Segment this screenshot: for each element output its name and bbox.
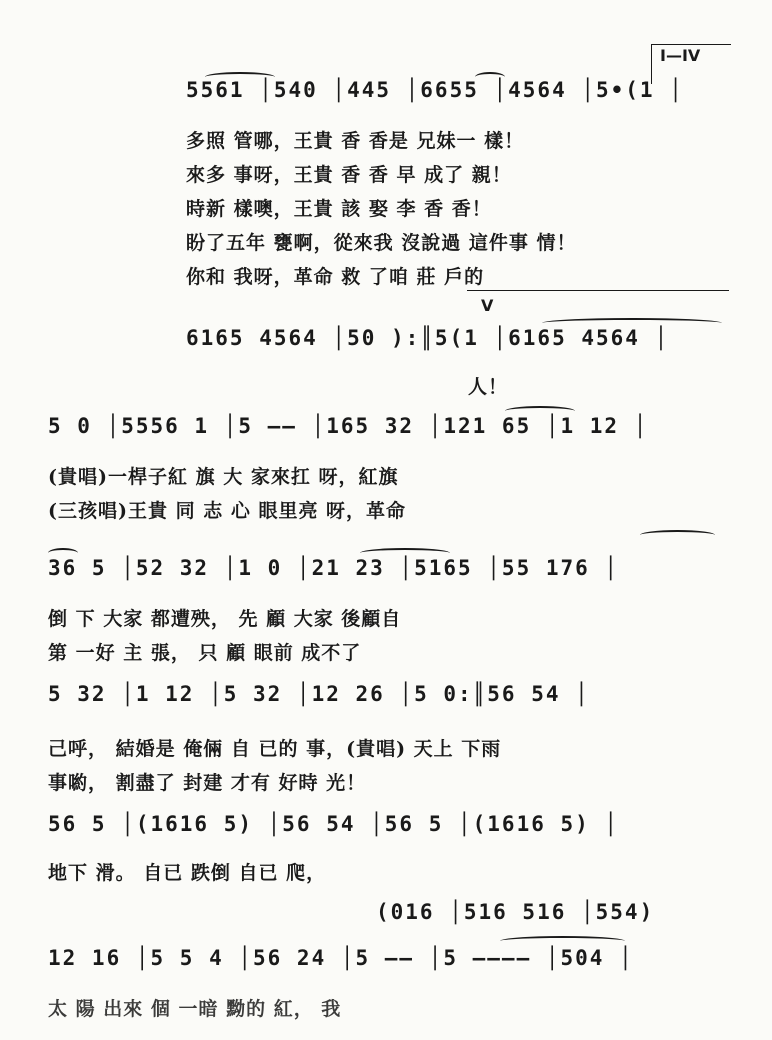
volta-mark: V <box>481 296 494 315</box>
system-7-lyric-1: 太 陽 出來 個 一暗 黝的 紅， 我 <box>48 998 342 1020</box>
slur <box>360 548 450 558</box>
system-1-lyric-1: 多照 管哪，王貴 香 香是 兄妹一 樣！ <box>186 130 525 152</box>
system-7-notes: 12 16 │5 5 4 │56 24 │5 —— │5 ———— │504 │ <box>48 946 634 970</box>
slur <box>48 548 78 558</box>
system-1-lyric-3: 時新 樣噢，王貴 該 娶 李 香 香！ <box>186 198 492 220</box>
slur <box>542 318 722 328</box>
system-1-lyric-4: 盼了五年 甕啊，從來我 沒說過 這件事 情！ <box>186 232 577 254</box>
slur <box>500 936 625 946</box>
system-4-lyric-1: 倒 下 大家 都遭殃， 先 顧 大家 後顧自 <box>48 608 402 630</box>
slur <box>475 72 505 82</box>
system-2-notes: 6165 4564 │50 ):║5(1 │6165 4564 │ <box>186 326 670 350</box>
system-3-notes: 5 0 │5556 1 │5 —— │165 32 │121 65 │1 12 │ <box>48 414 649 438</box>
system-5-notes: 5 32 │1 12 │5 32 │12 26 │5 0:║56 54 │ <box>48 682 590 706</box>
slur <box>205 72 275 82</box>
system-1-lyric-5: 你和 我呀，革命 救 了咱 莊 戶的 <box>186 266 485 288</box>
system-7-upper-notes: (016 │516 516 │554) <box>376 900 655 924</box>
system-4-notes: 36 5 │52 32 │1 0 │21 23 │5165 │55 176 │ <box>48 556 620 580</box>
section-bracket-line <box>651 44 731 45</box>
slur <box>505 406 575 416</box>
system-6-notes: 56 5 │(1616 5) │56 54 │56 5 │(1616 5) │ <box>48 812 620 836</box>
system-3-lyric-2: (三孩唱)王貴 同 志 心 眼里亮 呀，革命 <box>48 500 407 522</box>
system-3-lyric-1: (貴唱)一桿子紅 旗 大 家來扛 呀，紅旗 <box>48 466 399 488</box>
system-5-lyric-2: 事喲， 割盡了 封建 才有 好時 光！ <box>48 772 367 794</box>
volta-bracket <box>467 290 729 291</box>
section-mark: I—IV <box>660 46 701 65</box>
system-1-lyric-2: 來多 事呀，王貴 香 香 早 成了 親！ <box>186 164 512 186</box>
system-2-lyric-1: 人！ <box>468 376 509 398</box>
system-1-notes: 5561 │540 │445 │6655 │4564 │5•(1 │ <box>186 78 684 102</box>
system-4-lyric-2: 第 一好 主 張， 只 顧 眼前 成不了 <box>48 642 362 664</box>
slur <box>640 530 715 540</box>
system-6-lyric-1: 地下 滑。 自已 跌倒 自已 爬， <box>48 862 327 884</box>
system-5-lyric-1: 己呼， 結婚是 俺倆 自 已的 事，(貴唱) 天上 下雨 <box>48 738 502 760</box>
